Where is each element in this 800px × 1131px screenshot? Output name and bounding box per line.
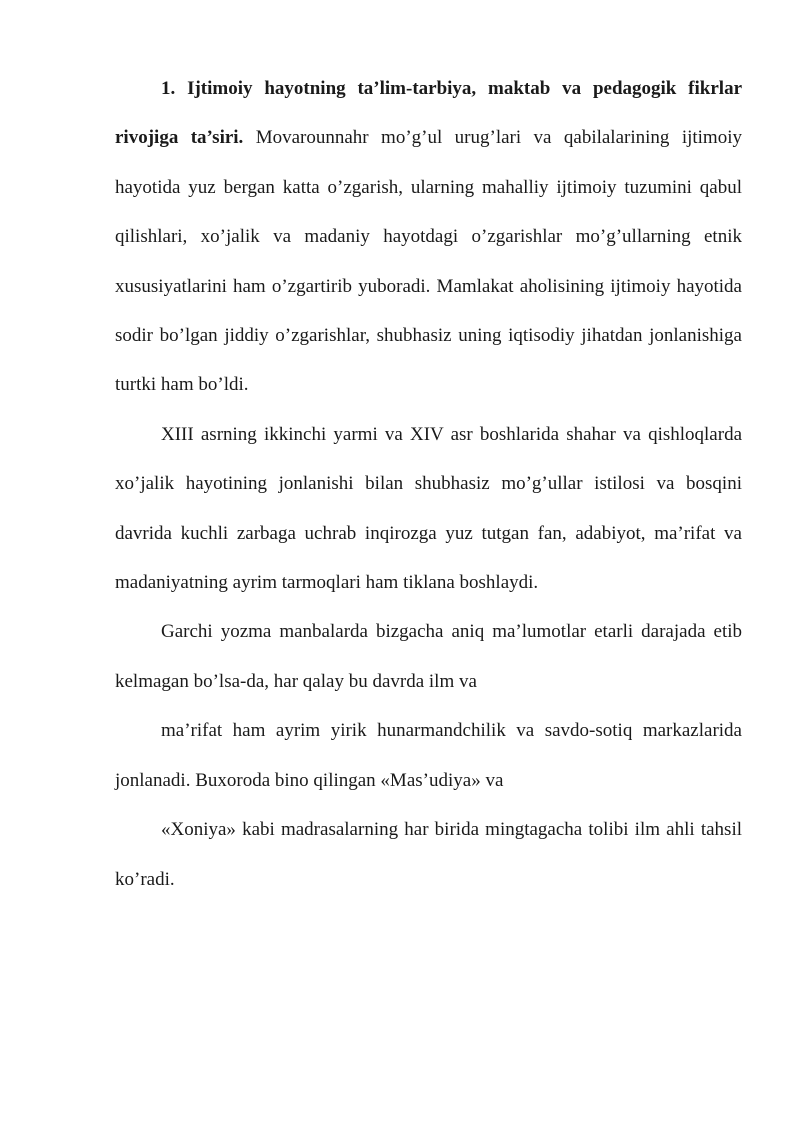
document-page — [115, 64, 742, 904]
paragraph: «Xoniya» kabi madrasalarning har birida mingtagacha tolibi ilm ahli tahsil ko’radi. — [115, 819, 742, 890]
paragraph: Garchi yozma manbalarda bizgacha aniq ma’lumotlar etarli darajada etib kelmagan bo’lsa-da, har qalay bu davrda ilm va — [115, 621, 742, 692]
paragraph: ma’rifat ham ayrim yirik hunarmandchilik va savdo-sotiq markazlarida jonlanadi. Buxoroda bino qilingan «Mas’udiya» va — [115, 720, 742, 791]
paragraph: XIII asrning ikkinchi yarmi va XIV asr boshlarida shahar va qishloqlarda xo’jalik hayotining jonlanishi bilan shubhasiz mo’g’ullar istilosi va bosqini davrida kuchli zarbaga uchrab inqirozga yuz tutgan fan, adabiyot, ma’rifat va madaniyatning ayrim tarmoqlari ham tiklana boshlaydi. — [115, 423, 742, 594]
paragraph-text: Movarounnahr mo’g’ul urug’lari va qabilalarining ijtimoiy hayotida yuz bergan katta o’zgarish, ularning mahalliy ijtimoiy tuzumini qabul qilishlari, xo’jalik va madaniy hayotdagi o’zgarishlar mo’g’ullarning etnik xususiyatlarini ham o’zgartirib yuboradi. Mamlakat aholisining ijtimoiy hayotida sodir bo’lgan jiddiy o’zgarishlar, shubhasiz uning iqtisodiy jihatdan jonlanishiga turtki ham bo’ldi. — [115, 127, 742, 396]
paragraph-intro — [115, 64, 742, 410]
section-heading: 1. Ijtimoiy hayotning ta’lim-tarbiya, maktab va pedagogik fikrlar rivojiga ta’siri. — [115, 78, 742, 149]
